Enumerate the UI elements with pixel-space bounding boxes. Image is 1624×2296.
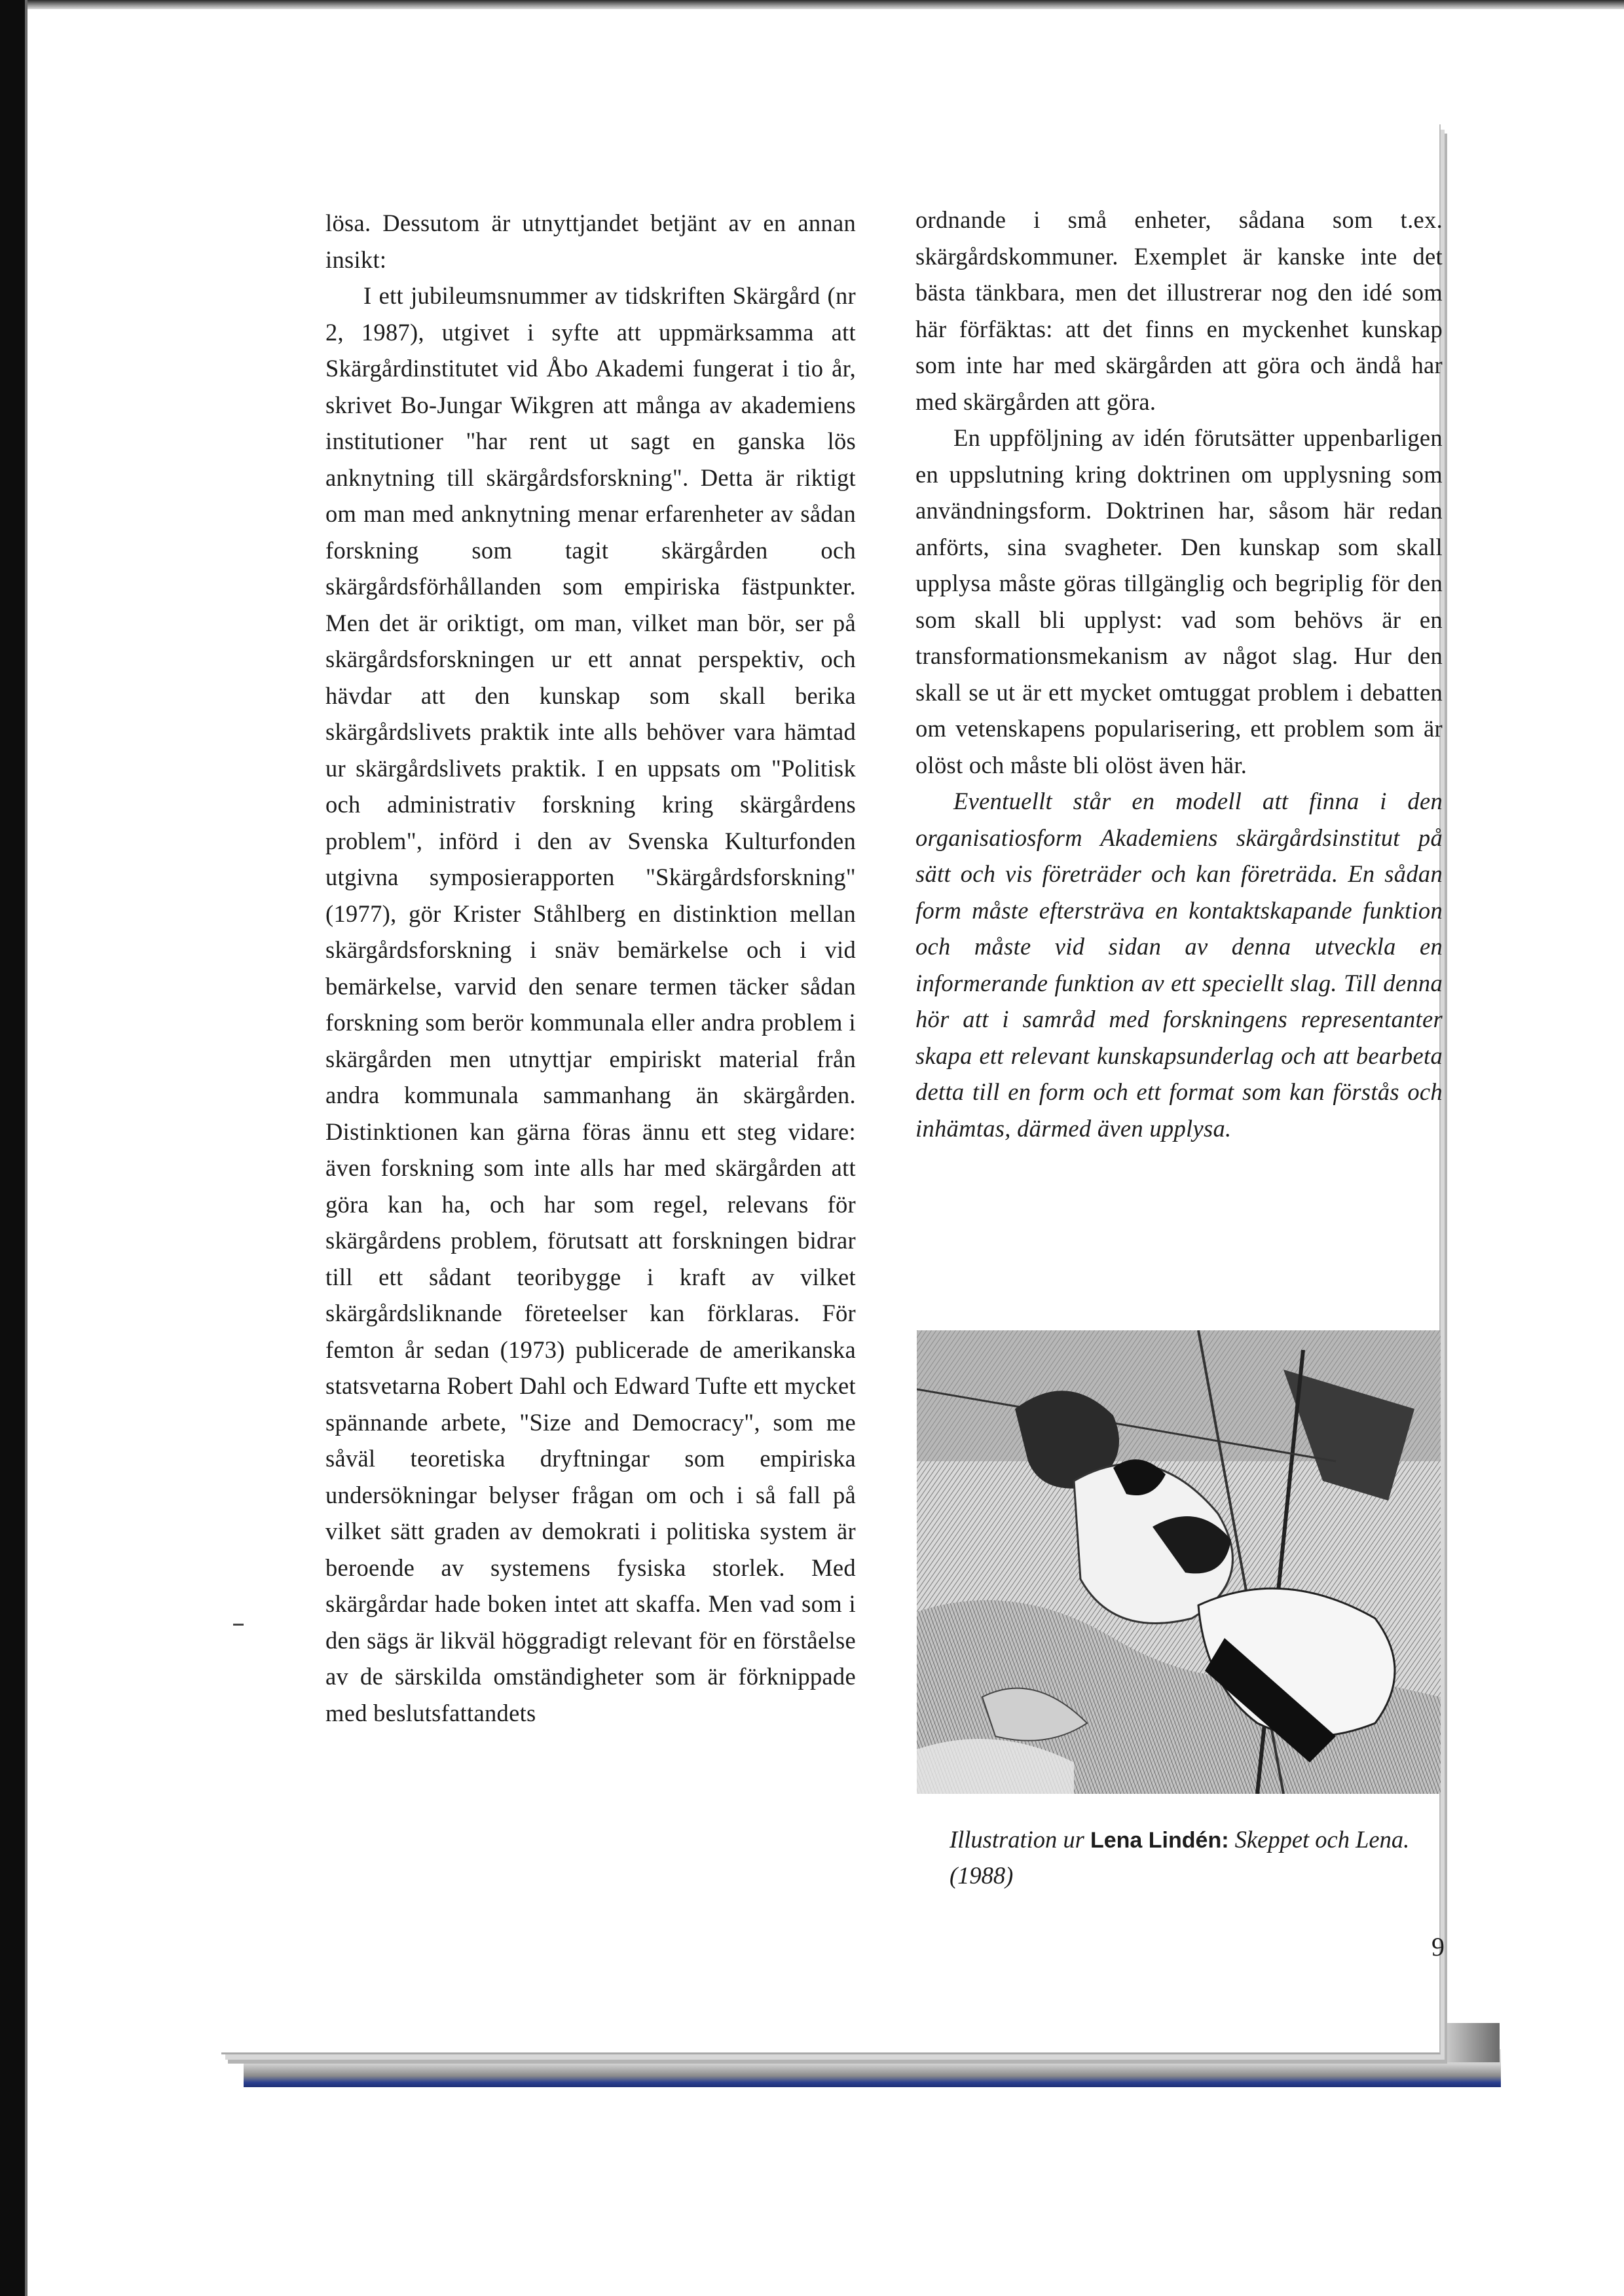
caption-year: (1988) xyxy=(950,1862,1014,1889)
caption-author: Lena Lindén: xyxy=(1090,1828,1229,1853)
caption-title: Skeppet och Lena. xyxy=(1234,1826,1410,1853)
left-paragraph-2: I ett jubileumsnummer av tidskriften Skärgård (nr 2, 1987), utgivet i syfte att uppmärksamma att Skärgårdinstitutet vid Åbo Akademi fungerat i tio år, skrivet Bo-Jungar Wikgren att många av akademiens institutioner "har rent ut sagt en ganska lös anknytning till skärgårdsforskning". Detta är riktigt om man med anknytning menar erfarenheter av sådan forskning som tagit skärgården och skärgårdsförhållanden som empiriska fästpunkter. Men det är oriktigt, om man, vilket man bör, ser på skärgårdsforskningen ur ett annat perspektiv, och hävdar att den kunskap som skall berika skärgårdslivets praktik inte alls behöver vara hämtad ur skärgårdslivets praktik. I en uppsats om "Politisk och administrativ forskning kring skärgårdens problem", införd i den av Svenska Kulturfonden utgivna symposierapporten "Skärgårdsforskning" (1977), gör Krister Ståhlberg en distinktion mellan skärgårdsforskning i snäv bemärkelse och i vid bemärkelse, varvid den senare termen täcker sådan forskning som berör kommunala eller andra problem i skärgården men utnyttjar empiriskt material från andra kommunala sammanhang än skärgården. Distinktionen kan gärna föras ännu ett steg vidare: även forskning som inte alls har med skärgården att göra kan ha, och har som regel, relevans för skärgårdens problem, förutsatt att forskningen bidrar till ett sådant teoribygge i kraft av vilket skärgårdsliknande företeelser kan förklaras. För femton år sedan (1973) publicerade de amerikanska statsvetarna Robert Dahl och Edward Tufte ett mycket spännande arbete, "Size and Democracy", som me såväl teoretiska dryftningar som empiriska undersökningar belyser frågan om och i så fall på vilket sätt graden av demokrati i politiska system är beroende av systemens fysiska storlek. Med skärgårdar hade boken intet att skaffa. Men vad som i den sägs är likväl höggradigt relevant för en förståelse av de särskilda omständigheter som är förknippade med beslutsfattandets xyxy=(325,282,856,1726)
ship-illustration xyxy=(917,1330,1441,1794)
underlying-pages-edge xyxy=(244,2049,1501,2087)
page-number: 9 xyxy=(1431,1932,1445,1961)
ship-illustration-drawing xyxy=(917,1330,1441,1794)
illustration-caption xyxy=(950,1822,1447,1893)
right-text-column xyxy=(915,202,1443,1146)
underlying-pages-corner xyxy=(1447,2023,1500,2062)
right-paragraph-3: Eventuellt står en modell att finna i den organisatiosform Akademiens skärgårdsinstitut på sätt och vis företräder och kan företräda. En sådan form måste eftersträva en kontaktskapande funktion och måste vid sidan av denna utveckla en informerande funktion av ett speciellt slag. Till denna hör att i samråd med forskningens representanter skapa ett relevant kunskapsunderlag och att bearbeta detta till en form och ett format som kan förstås och inhämtas, därmed även upplysa. xyxy=(915,788,1443,1142)
left-paragraph-1: lösa. Dessutom är utnyttjandet betjänt av en annan insikt: xyxy=(325,210,856,273)
scan-border-left-edge xyxy=(25,0,28,2296)
right-paragraph-2: En uppföljning av idén förutsätter uppenbarligen en uppslutning kring doktrinen om upplysning som användningsform. Doktrinen har, såsom här redan anförts, sina svagheter. Den kunskap som skall upplysa måste göras tillgänglig och begriplig för den som skall bli upplyst: vad som behövs är en transformationsmekanism av något slag. Hur den skall se ut är ett mycket omtuggat problem i debatten om vetenskapens popularisering, ett problem som är olöst och måste bli olöst även här. xyxy=(915,424,1443,778)
margin-mark xyxy=(233,1624,244,1626)
caption-prefix: Illustration ur xyxy=(950,1826,1084,1853)
scan-border-left xyxy=(0,0,25,2296)
right-paragraph-1: ordnande i små enheter, sådana som t.ex. skärgårdskommuner. Exemplet är kanske inte det bästa tänkbara, men det illustrerar nog den idé som här förfäktas: att det finns en myckenhet kunskap som inte har med skärgården att göra och ändå har med skärgården att göra. xyxy=(915,206,1443,415)
scan-border-top xyxy=(25,0,1624,9)
left-text-column xyxy=(325,205,856,1731)
